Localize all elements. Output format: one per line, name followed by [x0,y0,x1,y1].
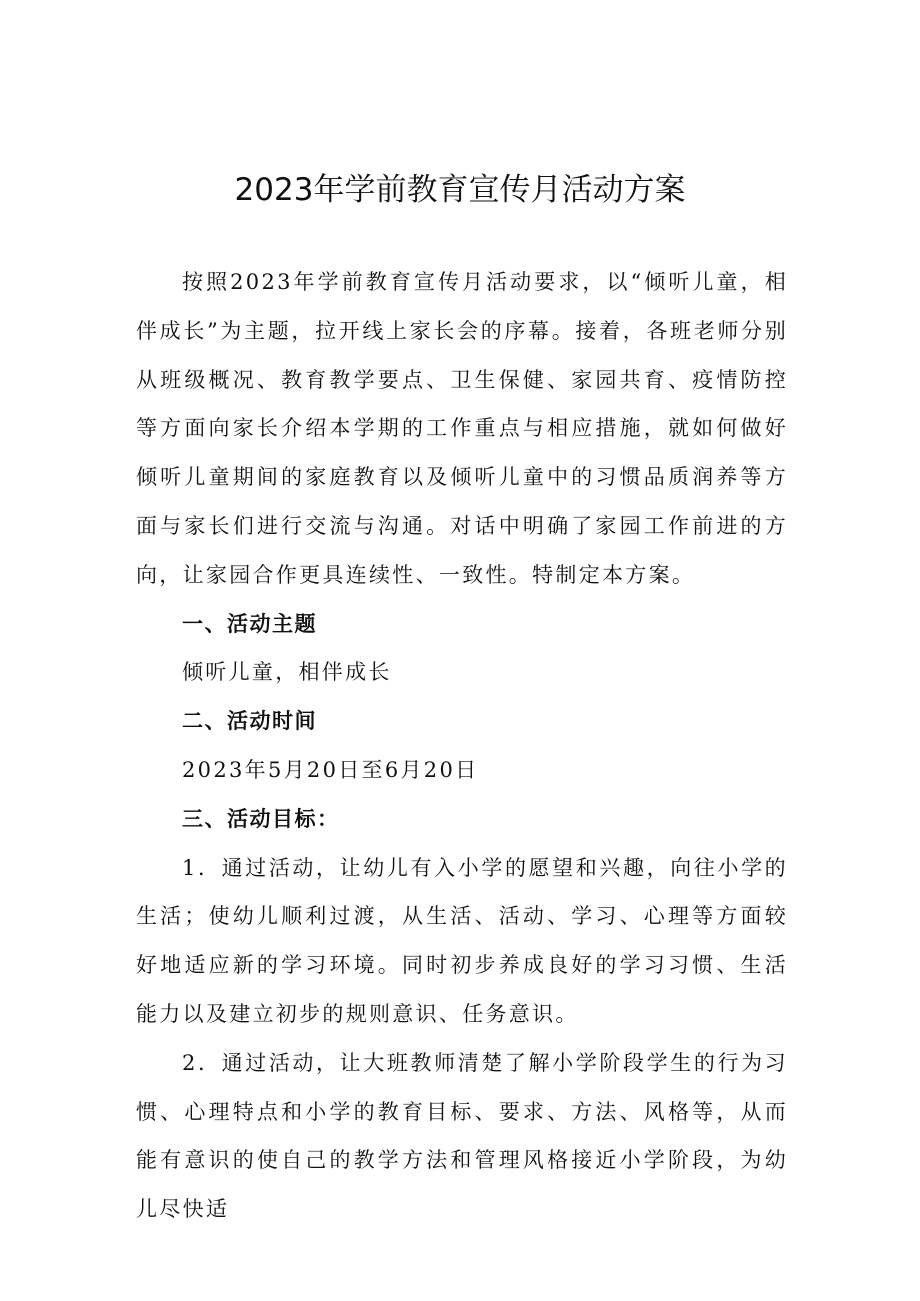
section-heading-goals: 三、活动目标： [182,806,340,831]
section-heading-theme: 一、活动主题 [182,611,317,636]
section-content-theme: 倾听儿童，相伴成长 [182,660,392,685]
document-title: 2023年学前教育宣传月活动方案 [234,172,686,208]
goal-item-2: 2．通过活动，让大班教师清楚了解小学阶段学生的行为习惯、心理特点和小学的教育目标、要求、方法、风格等，从而能有意识的使自己的教学方法和管理风格接近小学阶段，为幼儿尽快适 [136,1050,788,1222]
document-body [136,258,788,1234]
section-heading-time: 二、活动时间 [182,709,317,734]
goal-item-1: 1．通过活动，让幼儿有入小学的愿望和兴趣，向往小学的生活；使幼儿顺利过渡，从生活、活动、学习、心理等方面较好地适应新的学习环境。同时初步养成良好的学习习惯、生活能力以及建立初步的规则意识、任务意识。 [136,855,788,1026]
section-content-time: 2023年5月20日至6月20日 [182,757,479,782]
intro-paragraph: 按照2023年学前教育宣传月活动要求，以“倾听儿童，相伴成长”为主题，拉开线上家长会的序幕。接着，各班老师分别从班级概况、教育教学要点、卫生保健、家园共育、疫情防控等方面向家长介绍本学期的工作重点与相应措施，就如何做好倾听儿童期间的家庭教育以及倾听儿童中的习惯品质润养等方面与家长们进行交流与沟通。对话中明确了家园工作前进的方向，让家园合作更具连续性、一致性。特制定本方案。 [136,270,788,587]
